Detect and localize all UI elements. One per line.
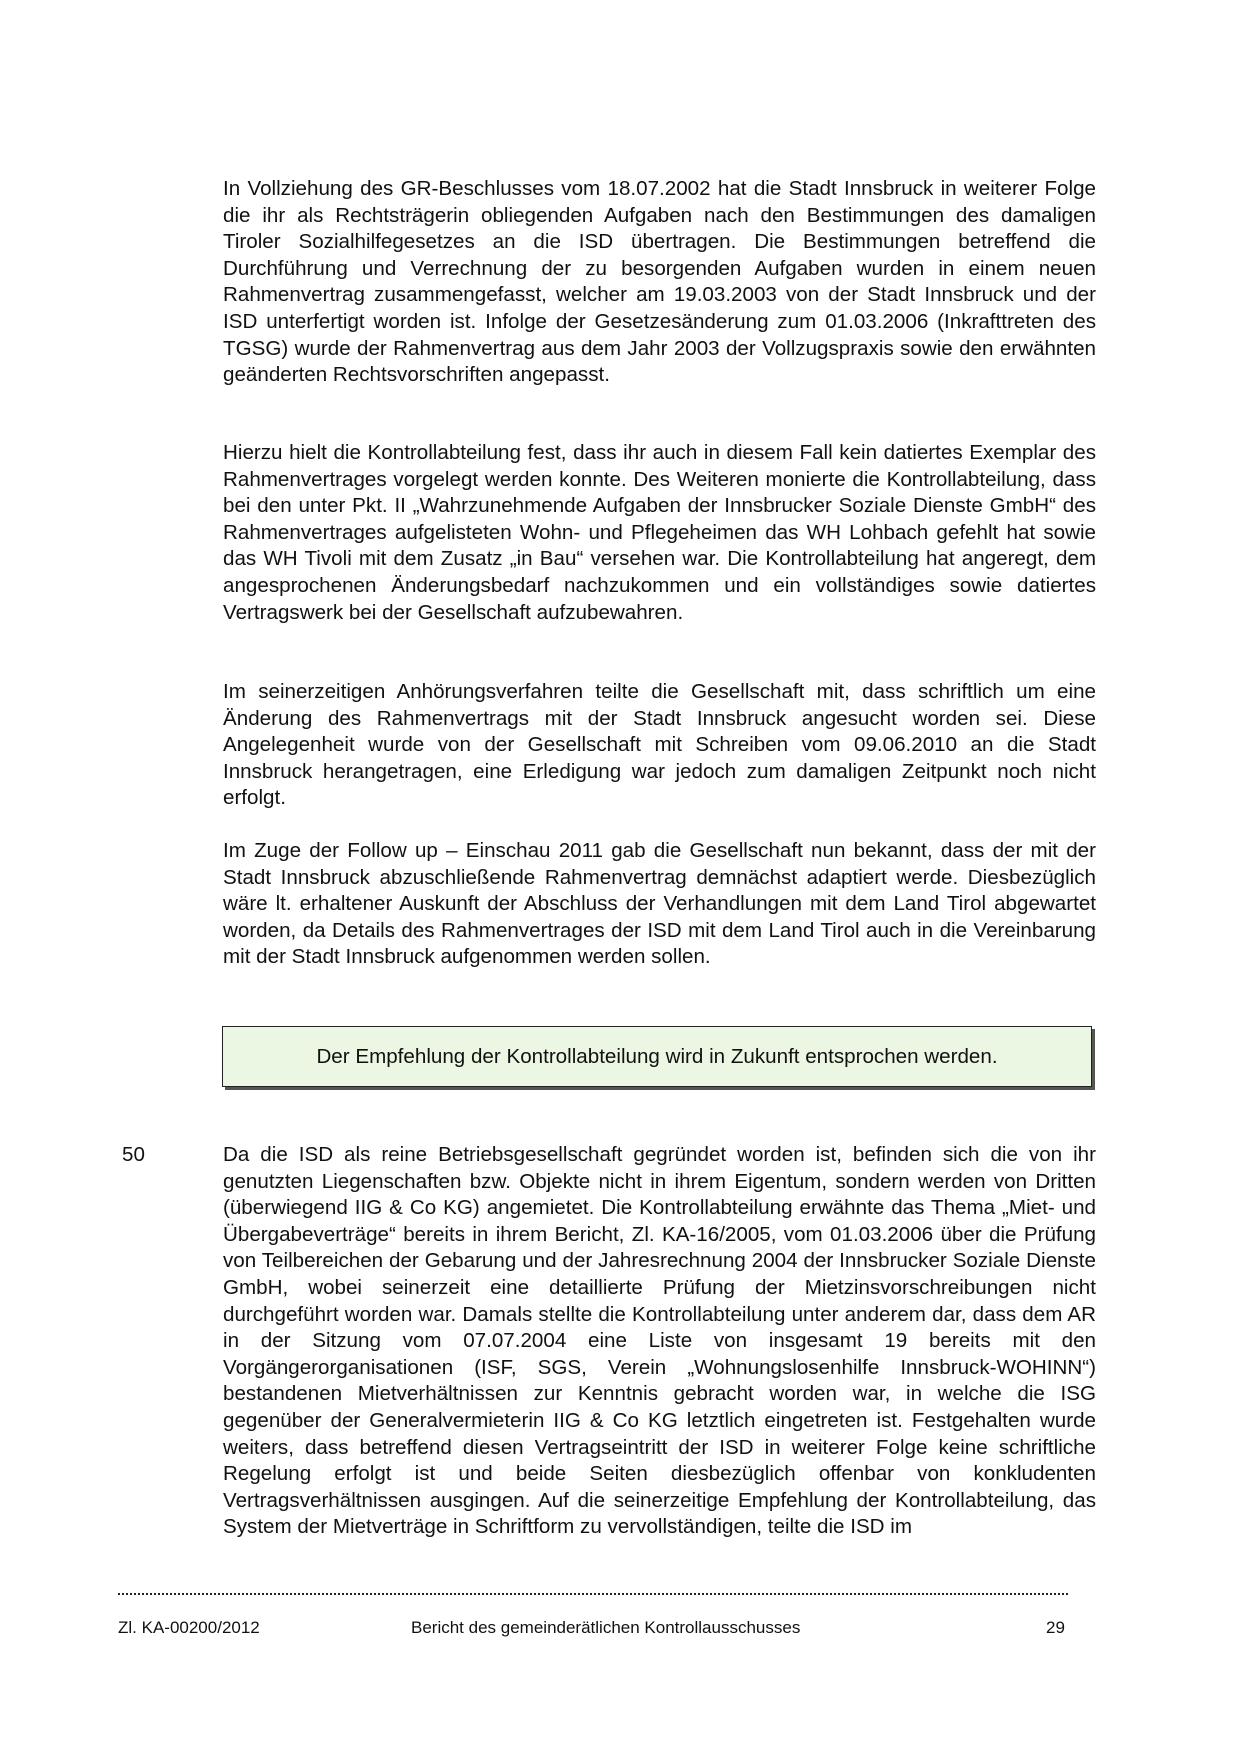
paragraph-kontrollabteilung-feststellung: Hierzu hielt die Kontrollabteilung fest, dass ihr auch in diesem Fall kein datiertes Exemplar des Rahmenvertrages vorgelegt werden konnte. Des Weiteren monierte die Kontrollabteilung, dass bei den unter Pkt. II „Wahrzunehmende Aufgaben der Innsbrucker Soziale Dienste GmbH“ des Rahmenvertrages aufgelisteten Wohn- und Pflegeheimen das WH Lohbach gefehlt hat sowie das WH Tivoli mit dem Zusatz „in Bau“ versehen war. Die Kontrollabteilung hat angeregt, dem angesprochenen Änderungsbedarf nachzukommen und ein vollständiges sowie datiertes Vertragswerk bei der Gesellschaft aufzubewahren. bbox=[223, 441, 1096, 624]
footer-reference: Zl. KA-00200/2012 bbox=[118, 1618, 260, 1637]
recommendation-box bbox=[222, 1026, 1092, 1087]
footer-divider bbox=[118, 1593, 1068, 1595]
paragraph-anhoerungsverfahren: Im seinerzeitigen Anhörungsverfahren teilte die Gesellschaft mit, dass schriftlich um eine Änderung des Rahmenvertrags mit der Stadt Innsbruck angesucht worden sei. Diese Angelegenheit wurde von der Gesellschaft mit Schreiben vom 09.06.2010 an die Stadt Innsbruck herangetragen, eine Erledigung war jedoch zum damaligen Zeitpunkt noch nicht erfolgt. bbox=[223, 680, 1096, 810]
paragraph-rahmenvertrag: In Vollziehung des GR-Beschlusses vom 18.07.2002 hat die Stadt Innsbruck in weiterer Folge die ihr als Rechtsträgerin obliegenden Aufgaben nach den Bestimmungen des damaligen Tiroler Sozialhilfegesetzes an die ISD übertragen. Die Bestimmungen betreffend die Durchführung und Verrechnung der zu besorgenden Aufgaben wurden in einem neuen Rahmenvertrag zusammengefasst, welcher am 19.03.2003 von der Stadt Innsbruck und der ISD unterfertigt worden ist. Infolge der Gesetzesänderung zum 01.03.2006 (Inkrafttreten des TGSG) wurde der Rahmenvertrag aus dem Jahr 2003 der Vollzugspraxis sowie den erwähnten geänderten Rechtsvorschriften angepasst. bbox=[223, 177, 1096, 387]
section-number: 50 bbox=[122, 1143, 145, 1166]
paragraph-section-50: Da die ISD als reine Betriebsgesellschaft gegründet worden ist, befinden sich die von ihr genutzten Liegenschaften bzw. Objekte nicht in ihrem Eigentum, sondern werden von Dritten (überwiegend IIG & Co KG) angemietet. Die Kontrollabteilung erwähnte das Thema „Miet- und Übergabeverträge“ bereits in ihrem Bericht, Zl. KA-16/2005, vom 01.03.2006 über die Prüfung von Teilbereichen der Gebarung und der Jahresrechnung 2004 der Innsbrucker Soziale Dienste GmbH, wobei seinerzeit eine detaillierte Prüfung der Mietzinsvorschreibungen nicht durchgeführt worden war. Damals stellte die Kontrollabteilung unter anderem dar, dass dem AR in der Sitzung vom 07.07.2004 eine Liste von insgesamt 19 bereits mit den Vorgängerorganisationen (ISF, SGS, Verein „Wohnungslosenhilfe Innsbruck-WOHINN“) bestandenen Mietverhältnissen zur Kenntnis gebracht worden war, in welche die ISG gegenüber der Generalvermieterin IIG & Co KG letztlich eingetreten ist. Festgehalten wurde weiters, dass betreffend diesen Vertragseintritt der ISD in weiterer Folge keine schriftliche Regelung erfolgt ist und beide Seiten diesbezüglich offenbar von konkludenten Vertragsverhältnissen ausgingen. Auf die seinerzeitige Empfehlung der Kontrollabteilung, das System der Mietverträge in Schriftform zu vervollständigen, teilte die ISD im bbox=[223, 1143, 1096, 1539]
page-number: 29 bbox=[1046, 1618, 1065, 1637]
recommendation-text: Der Empfehlung der Kontrollabteilung wird in Zukunft entsprochen werden. bbox=[316, 1044, 998, 1068]
footer-title: Bericht des gemeinderätlichen Kontrollausschusses bbox=[411, 1618, 801, 1637]
paragraph-follow-up-einschau: Im Zuge der Follow up – Einschau 2011 gab die Gesellschaft nun bekannt, dass der mit der Stadt Innsbruck abzuschließende Rahmenvertrag demnächst adaptiert werde. Diesbezüglich wäre lt. erhaltener Auskunft der Abschluss der Verhandlungen mit dem Land Tirol abgewartet worden, da Details des Rahmenvertrages der ISD mit dem Land Tirol auch in die Vereinbarung mit der Stadt Innsbruck aufgenommen werden sollen. bbox=[223, 839, 1096, 969]
